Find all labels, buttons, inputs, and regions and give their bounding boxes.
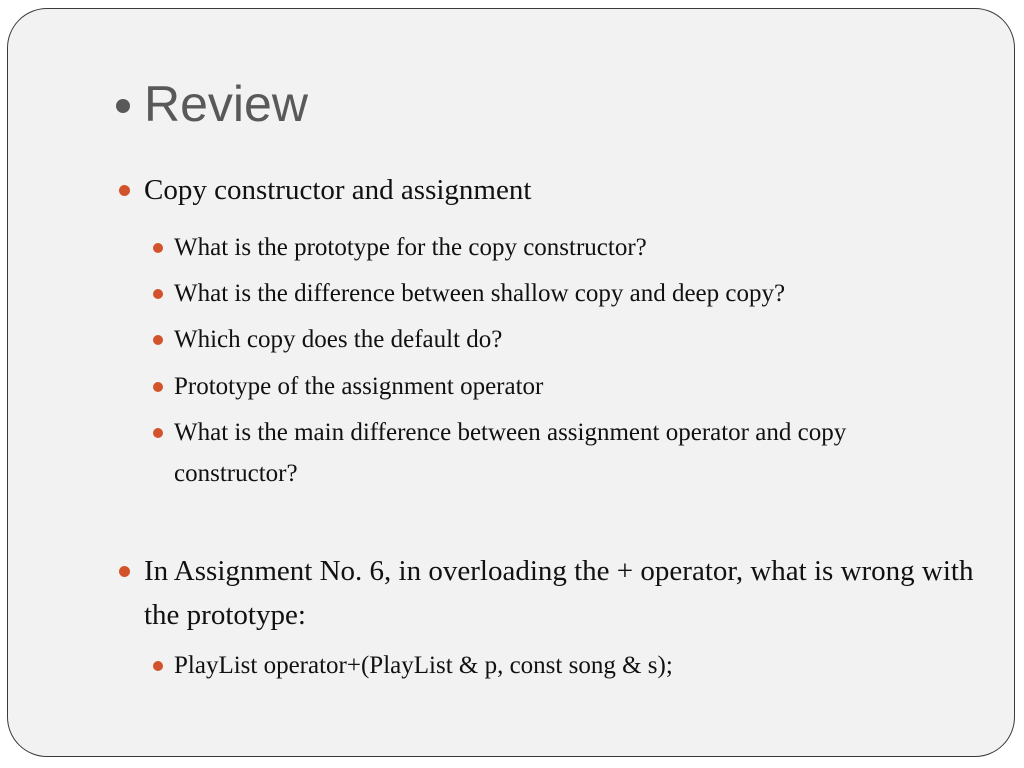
slide-frame	[7, 8, 1015, 757]
bullet-icon	[119, 566, 130, 577]
list-item-text: Prototype of the assignment operator	[174, 373, 544, 400]
section-heading-copy-constructor	[144, 168, 964, 212]
list-item	[174, 227, 964, 268]
section-heading-text: Copy constructor and assignment	[144, 174, 532, 206]
list-item	[174, 319, 964, 360]
bullet-icon	[153, 382, 163, 392]
list-item	[174, 645, 964, 686]
list-item-text: What is the prototype for the copy constructor?	[174, 234, 647, 261]
slide-title: Review	[144, 76, 308, 132]
list-item-text: Which copy does the default do?	[174, 326, 503, 353]
list-item	[174, 366, 964, 407]
list-item	[174, 273, 964, 314]
bullet-icon	[153, 289, 163, 299]
list-item-text: What is the main difference between assignment operator and copy constructor?	[174, 419, 847, 487]
slide-content	[8, 9, 1014, 756]
bullet-icon	[119, 185, 130, 196]
bullet-icon	[153, 335, 163, 345]
list-item-text: PlayList operator+(PlayList & p, const song & s);	[174, 652, 673, 679]
bullet-icon	[153, 661, 163, 671]
section-heading-assignment-6	[144, 549, 974, 637]
list-item	[174, 412, 964, 494]
bullet-icon	[153, 428, 163, 438]
list-item-text: What is the difference between shallow copy and deep copy?	[174, 280, 786, 307]
bullet-icon	[153, 243, 163, 253]
section-heading-text: In Assignment No. 6, in overloading the + operator, what is wrong with the prototype:	[144, 555, 974, 631]
